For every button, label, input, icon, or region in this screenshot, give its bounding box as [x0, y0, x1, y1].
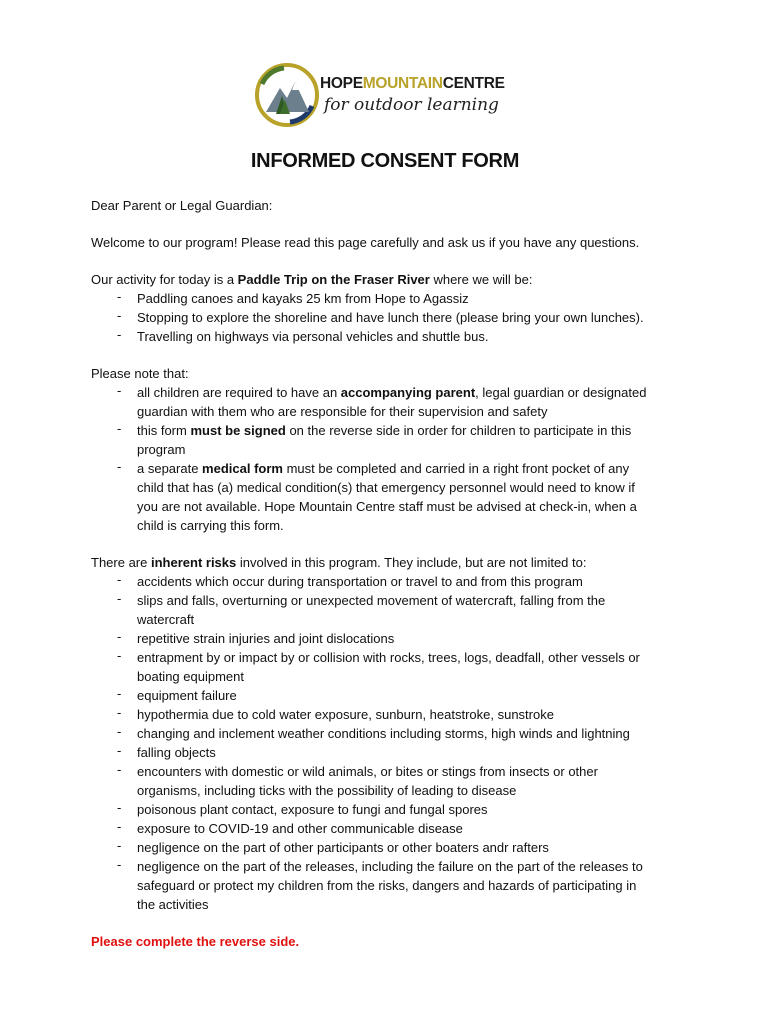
risk-item: - slips and falls, overturning or unexpected movement of watercraft, falling from the watercraft: [91, 591, 691, 629]
list-item: - Travelling on highways via personal vehicles and shuttle bus.: [117, 327, 489, 344]
risk-item-text: encounters with domestic or wild animals, or bites or stings from insects or other: [137, 764, 598, 779]
greeting: Dear Parent or Legal Guardian:: [91, 198, 273, 213]
logo-tagline: for outdoor learning: [324, 95, 499, 115]
activity-intro: Our activity for today is a Paddle Trip on the Fraser River where we will be:: [91, 272, 533, 287]
risk-item: - entrapment by or impact by or collision with rocks, trees, logs, deadfall, other vessels or boating equipment: [91, 648, 691, 686]
risk-list: [91, 572, 691, 914]
welcome-paragraph: Welcome to our program! Please read this page carefully and ask us if you have any questions.: [91, 235, 640, 250]
risk-item-text: entrapment by or impact by or collision with rocks, trees, logs, deadfall, other vessels or: [137, 650, 640, 665]
risk-item: - exposure to COVID-19 and other communicable disease: [91, 819, 691, 838]
risk-item: - equipment failure: [91, 686, 691, 705]
list-item: - Stopping to explore the shoreline and have lunch there (please bring your own lunches).: [117, 308, 644, 325]
risk-item-text: safeguard or protect my children from the risks, dangers and hazards of participating in: [137, 878, 637, 893]
risk-item-text: accidents which occur during transportation or travel to and from this program: [137, 574, 583, 589]
list-item: - a separate medical form must be completed and carried in a right front pocket of any child that has (a) medical condition(s) that emergency personnel would need to know if you are not available. Hope Mountain Centre staff must be advised at check-in, when a child is carrying this form.: [117, 459, 637, 533]
risk-item: - negligence on the part of the releases, including the failure on the part of the releases to safeguard or protect my children from the risks, dangers and hazards of participating in the activities: [91, 857, 691, 914]
risks-intro: There are inherent risks involved in this program. They include, but are not limited to:: [91, 555, 587, 570]
document-body: [91, 196, 691, 951]
risk-item-text: organisms, including ticks with the possibility of leading to disease: [137, 783, 517, 798]
risk-item: - repetitive strain injuries and joint dislocations: [91, 629, 691, 648]
page-title: INFORMED CONSENT FORM: [250, 150, 520, 172]
risk-item-text: changing and inclement weather conditions including storms, high winds and lightning: [137, 726, 630, 741]
risk-item-text: falling objects: [137, 745, 216, 760]
risk-item-text: boating equipment: [137, 669, 244, 684]
logo-word-hope: HOPE: [320, 75, 363, 92]
risk-item: - poisonous plant contact, exposure to fungi and fungal spores: [91, 800, 691, 819]
hope-mountain-centre-logo: [254, 62, 524, 128]
risk-item-text: the activities: [137, 897, 209, 912]
list-item: - all children are required to have an accompanying parent, legal guardian or designated guardian with them who are responsible for their supervision and safety: [117, 383, 647, 419]
logo-wordmark: [320, 75, 505, 93]
risk-item-text: negligence on the part of other participants or other boaters andr rafters: [137, 840, 549, 855]
risk-item: - encounters with domestic or wild animals, or bites or stings from insects or other organisms, including ticks with the possibility of leading to disease: [91, 762, 691, 800]
risk-item: - negligence on the part of other participants or other boaters andr rafters: [91, 838, 691, 857]
risk-item-text: hypothermia due to cold water exposure, sunburn, heatstroke, sunstroke: [137, 707, 554, 722]
list-item: - this form must be signed on the reverse side in order for children to participate in this program: [117, 421, 632, 457]
risk-item-text: poisonous plant contact, exposure to fungi and fungal spores: [137, 802, 488, 817]
risk-item-text: negligence on the part of the releases, including the failure on the part of the releases to: [137, 859, 643, 874]
risk-item-text: watercraft: [137, 612, 195, 627]
mountain-emblem-icon: [254, 62, 320, 128]
risk-item: - falling objects: [91, 743, 691, 762]
risk-item: - accidents which occur during transportation or travel to and from this program: [91, 572, 691, 591]
risk-item-text: slips and falls, overturning or unexpected movement of watercraft, falling from the: [137, 593, 606, 608]
notes-heading: Please note that:: [91, 366, 189, 381]
logo-word-mountain: MOUNTAIN: [362, 75, 443, 92]
list-item: - Paddling canoes and kayaks 25 km from Hope to Agassiz: [117, 289, 469, 306]
risk-item: - changing and inclement weather conditions including storms, high winds and lightning: [91, 724, 691, 743]
risk-item-text: repetitive strain injuries and joint dislocations: [137, 631, 395, 646]
risk-item: - hypothermia due to cold water exposure, sunburn, heatstroke, sunstroke: [91, 705, 691, 724]
reverse-side-notice: Please complete the reverse side.: [91, 934, 300, 949]
logo-word-centre: CENTRE: [442, 75, 505, 92]
risk-item-text: equipment failure: [137, 688, 237, 703]
risk-item-text: exposure to COVID-19 and other communicable disease: [137, 821, 463, 836]
